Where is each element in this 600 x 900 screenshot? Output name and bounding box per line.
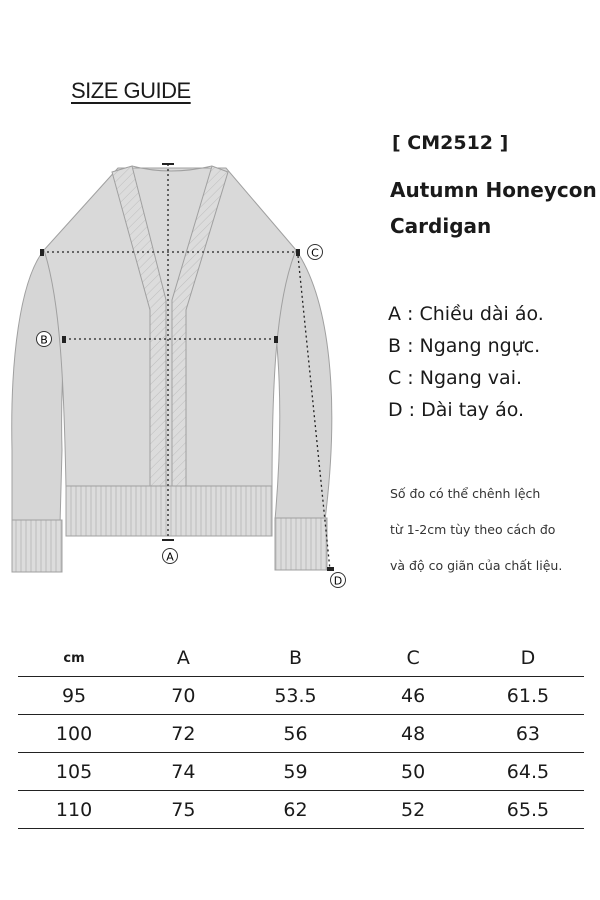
size-table: [18, 640, 584, 829]
legend-item-a: A : Chiều dài áo.: [388, 303, 544, 325]
table-row: [18, 677, 584, 715]
cell-a: 74: [130, 753, 237, 791]
cell-c: 46: [354, 677, 472, 715]
cell-size: 105: [18, 753, 130, 791]
table-row: [18, 753, 584, 791]
cell-size: 110: [18, 791, 130, 829]
right-cuff: [275, 518, 327, 570]
cell-c: 52: [354, 791, 472, 829]
cell-c: 50: [354, 753, 472, 791]
marker-d: [331, 573, 346, 588]
note-line-1: Số đo có thể chênh lệch: [390, 486, 541, 501]
left-cuff: [12, 520, 62, 572]
header-a: A: [176, 647, 190, 669]
product-name-line1: Autumn Honeycon: [390, 178, 597, 202]
cell-d: 65.5: [472, 791, 584, 829]
cell-b: 59: [237, 753, 355, 791]
size-guide-title: SIZE GUIDE: [71, 78, 191, 103]
cell-b: 53.5: [237, 677, 355, 715]
svg-text:B: B: [40, 333, 48, 347]
legend-item-c: C : Ngang vai.: [388, 367, 523, 389]
header-b: B: [288, 647, 302, 669]
header-c: C: [406, 647, 420, 669]
header-unit: cm: [63, 650, 85, 666]
marker-b: [37, 332, 52, 347]
table-row: [18, 791, 584, 829]
cardigan-body: [44, 168, 296, 488]
svg-text:A: A: [166, 550, 174, 564]
cell-c: 48: [354, 715, 472, 753]
measurement-note: [390, 476, 562, 584]
cell-a: 75: [130, 791, 237, 829]
cell-d: 63: [472, 715, 584, 753]
note-line-2: từ 1-2cm tùy theo cách đo: [390, 522, 556, 537]
svg-text:C: C: [311, 246, 319, 260]
legend-item-d: D : Dài tay áo.: [388, 399, 525, 421]
note-line-3: và độ co giãn của chất liệu.: [390, 558, 563, 573]
legend-item-b: B : Ngang ngực.: [388, 335, 541, 357]
marker-a: [163, 549, 178, 564]
table-row: [18, 715, 584, 753]
product-name-line2: Cardigan: [390, 214, 492, 238]
cell-size: 95: [18, 677, 130, 715]
table-header-row: [18, 640, 584, 677]
cell-size: 100: [18, 715, 130, 753]
product-code: [ CM2512 ]: [392, 132, 509, 154]
cell-b: 62: [237, 791, 355, 829]
cell-a: 72: [130, 715, 237, 753]
measurement-legend: [388, 298, 544, 426]
cell-d: 64.5: [472, 753, 584, 791]
body-hem: [66, 486, 272, 536]
svg-text:D: D: [333, 574, 343, 588]
marker-c: [308, 245, 323, 260]
cell-d: 61.5: [472, 677, 584, 715]
header-d: D: [520, 647, 536, 669]
cell-a: 70: [130, 677, 237, 715]
cell-b: 56: [237, 715, 355, 753]
product-name: [390, 172, 600, 244]
cardigan-diagram: [0, 150, 380, 600]
